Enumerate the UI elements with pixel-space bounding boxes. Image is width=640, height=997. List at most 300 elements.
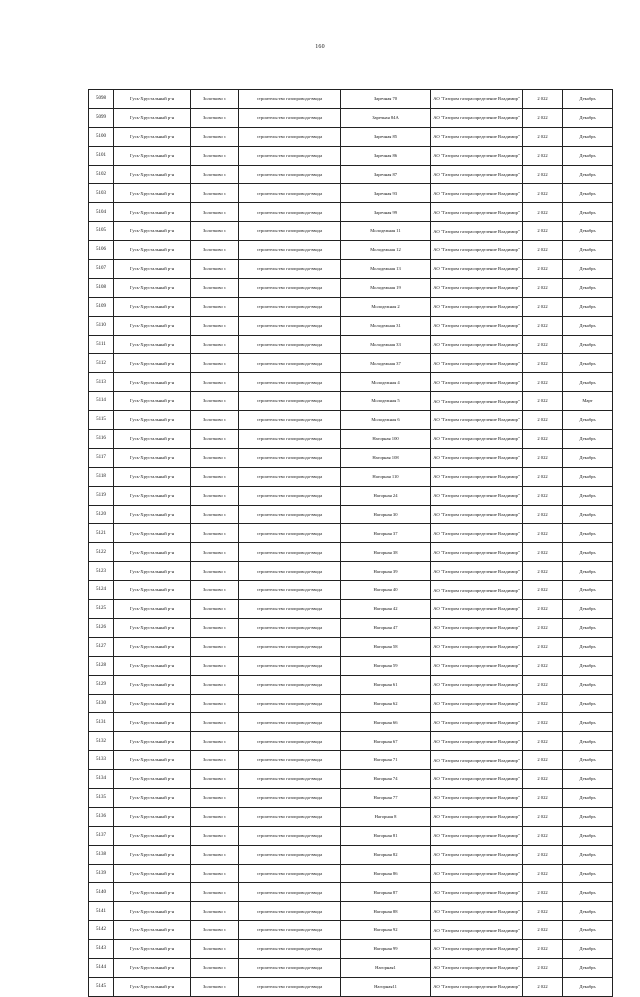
table-row [89, 637, 613, 656]
cell-month: Март [563, 392, 613, 411]
cell-year: 2 022 [523, 222, 563, 241]
cell-month: Декабрь [563, 430, 613, 449]
cell-settlement: Золотково с [191, 637, 239, 656]
cell-work-type: строительство газопровода-ввода [239, 845, 341, 864]
cell-year: 2 022 [523, 297, 563, 316]
cell-year: 2 022 [523, 335, 563, 354]
cell-district: Гусь-Хрустальный р-н [114, 637, 191, 656]
cell-address: Нагорная 100 [341, 430, 431, 449]
table-row [89, 241, 613, 260]
cell-month: Декабрь [563, 203, 613, 222]
table-row [89, 788, 613, 807]
cell-row-number: 5128 [89, 656, 114, 675]
cell-settlement: Золотково с [191, 940, 239, 959]
table-body [89, 90, 613, 997]
cell-year: 2 022 [523, 562, 563, 581]
cell-work-type: строительство газопровода-ввода [239, 373, 341, 392]
cell-organization: АО "Газпром газораспределение Владимир" [431, 448, 523, 467]
cell-work-type: строительство газопровода-ввода [239, 770, 341, 789]
cell-district: Гусь-Хрустальный р-н [114, 864, 191, 883]
cell-work-type: строительство газопровода-ввода [239, 864, 341, 883]
cell-district: Гусь-Хрустальный р-н [114, 354, 191, 373]
cell-organization: АО "Газпром газораспределение Владимир" [431, 562, 523, 581]
cell-settlement: Золотково с [191, 713, 239, 732]
cell-row-number: 5134 [89, 770, 114, 789]
cell-settlement: Золотково с [191, 430, 239, 449]
cell-settlement: Золотково с [191, 958, 239, 977]
cell-row-number: 5098 [89, 90, 114, 109]
cell-district: Гусь-Хрустальный р-н [114, 90, 191, 109]
cell-year: 2 022 [523, 411, 563, 430]
cell-organization: АО "Газпром газораспределение Владимир" [431, 770, 523, 789]
table-row [89, 732, 613, 751]
table-row [89, 883, 613, 902]
cell-month: Декабрь [563, 826, 613, 845]
cell-district: Гусь-Хрустальный р-н [114, 883, 191, 902]
cell-work-type: строительство газопровода-ввода [239, 203, 341, 222]
cell-work-type: строительство газопровода-ввода [239, 675, 341, 694]
cell-year: 2 022 [523, 732, 563, 751]
cell-settlement: Золотково с [191, 373, 239, 392]
cell-organization: АО "Газпром газораспределение Владимир" [431, 826, 523, 845]
cell-month: Декабрь [563, 713, 613, 732]
cell-work-type: строительство газопровода-ввода [239, 146, 341, 165]
cell-work-type: строительство газопровода-ввода [239, 524, 341, 543]
cell-month: Декабрь [563, 524, 613, 543]
cell-address: Нагорная 77 [341, 788, 431, 807]
cell-organization: АО "Газпром газораспределение Владимир" [431, 807, 523, 826]
cell-address: Заречная 85 [341, 127, 431, 146]
cell-organization: АО "Газпром газораспределение Владимир" [431, 354, 523, 373]
cell-settlement: Золотково с [191, 600, 239, 619]
cell-month: Декабрь [563, 411, 613, 430]
cell-year: 2 022 [523, 278, 563, 297]
table-row [89, 940, 613, 959]
table-row [89, 316, 613, 335]
cell-address: Нагорная 61 [341, 675, 431, 694]
cell-district: Гусь-Хрустальный р-н [114, 902, 191, 921]
cell-row-number: 5109 [89, 297, 114, 316]
cell-district: Гусь-Хрустальный р-н [114, 807, 191, 826]
cell-organization: АО "Газпром газораспределение Владимир" [431, 637, 523, 656]
cell-district: Гусь-Хрустальный р-н [114, 845, 191, 864]
cell-address: Заречная 93 [341, 184, 431, 203]
cell-year: 2 022 [523, 467, 563, 486]
cell-year: 2 022 [523, 977, 563, 996]
cell-organization: АО "Газпром газораспределение Владимир" [431, 90, 523, 109]
cell-district: Гусь-Хрустальный р-н [114, 940, 191, 959]
table-row [89, 826, 613, 845]
cell-year: 2 022 [523, 373, 563, 392]
cell-row-number: 5115 [89, 411, 114, 430]
cell-month: Декабрь [563, 845, 613, 864]
cell-settlement: Золотково с [191, 618, 239, 637]
cell-district: Гусь-Хрустальный р-н [114, 618, 191, 637]
table-row [89, 770, 613, 789]
cell-month: Декабрь [563, 354, 613, 373]
cell-month: Декабрь [563, 562, 613, 581]
cell-settlement: Золотково с [191, 146, 239, 165]
cell-organization: АО "Газпром газораспределение Владимир" [431, 222, 523, 241]
cell-work-type: строительство газопровода-ввода [239, 618, 341, 637]
cell-year: 2 022 [523, 90, 563, 109]
cell-month: Декабрь [563, 467, 613, 486]
cell-year: 2 022 [523, 883, 563, 902]
cell-work-type: строительство газопровода-ввода [239, 977, 341, 996]
cell-address: Заречная 87 [341, 165, 431, 184]
cell-year: 2 022 [523, 940, 563, 959]
cell-row-number: 5102 [89, 165, 114, 184]
cell-work-type: строительство газопровода-ввода [239, 316, 341, 335]
cell-district: Гусь-Хрустальный р-н [114, 977, 191, 996]
cell-month: Декабрь [563, 600, 613, 619]
cell-row-number: 5123 [89, 562, 114, 581]
table-row [89, 297, 613, 316]
cell-work-type: строительство газопровода-ввода [239, 562, 341, 581]
cell-address: Молодежная 5 [341, 392, 431, 411]
cell-settlement: Золотково с [191, 486, 239, 505]
table-row [89, 354, 613, 373]
table-row [89, 524, 613, 543]
cell-row-number: 5120 [89, 505, 114, 524]
cell-settlement: Золотково с [191, 581, 239, 600]
cell-month: Декабрь [563, 184, 613, 203]
cell-address: Нагорная 42 [341, 600, 431, 619]
cell-year: 2 022 [523, 637, 563, 656]
cell-settlement: Золотково с [191, 732, 239, 751]
page-number: 160 [315, 44, 325, 50]
cell-year: 2 022 [523, 543, 563, 562]
cell-month: Декабрь [563, 108, 613, 127]
cell-month: Декабрь [563, 977, 613, 996]
cell-year: 2 022 [523, 675, 563, 694]
table-row [89, 467, 613, 486]
cell-work-type: строительство газопровода-ввода [239, 751, 341, 770]
cell-month: Декабрь [563, 694, 613, 713]
table-row [89, 184, 613, 203]
cell-settlement: Золотково с [191, 467, 239, 486]
cell-district: Гусь-Хрустальный р-н [114, 430, 191, 449]
cell-settlement: Золотково с [191, 807, 239, 826]
cell-district: Гусь-Хрустальный р-н [114, 751, 191, 770]
cell-district: Гусь-Хрустальный р-н [114, 732, 191, 751]
cell-address: Нагорная 66 [341, 713, 431, 732]
cell-settlement: Золотково с [191, 335, 239, 354]
cell-work-type: строительство газопровода-ввода [239, 788, 341, 807]
cell-row-number: 5113 [89, 373, 114, 392]
cell-work-type: строительство газопровода-ввода [239, 411, 341, 430]
cell-month: Декабрь [563, 127, 613, 146]
cell-address: Молодежная 11 [341, 222, 431, 241]
cell-year: 2 022 [523, 751, 563, 770]
cell-work-type: строительство газопровода-ввода [239, 600, 341, 619]
cell-year: 2 022 [523, 165, 563, 184]
cell-row-number: 5118 [89, 467, 114, 486]
cell-address: Нагорная 99 [341, 940, 431, 959]
cell-year: 2 022 [523, 618, 563, 637]
cell-work-type: строительство газопровода-ввода [239, 637, 341, 656]
cell-year: 2 022 [523, 826, 563, 845]
cell-district: Гусь-Хрустальный р-н [114, 524, 191, 543]
cell-month: Декабрь [563, 788, 613, 807]
cell-settlement: Золотково с [191, 505, 239, 524]
cell-organization: АО "Газпром газораспределение Владимир" [431, 600, 523, 619]
cell-row-number: 5131 [89, 713, 114, 732]
cell-settlement: Золотково с [191, 184, 239, 203]
cell-settlement: Золотково с [191, 562, 239, 581]
cell-address: Молодежная 4 [341, 373, 431, 392]
cell-year: 2 022 [523, 184, 563, 203]
cell-address: Нагорная 74 [341, 770, 431, 789]
cell-month: Декабрь [563, 448, 613, 467]
cell-year: 2 022 [523, 354, 563, 373]
cell-month: Декабрь [563, 260, 613, 279]
cell-month: Декабрь [563, 732, 613, 751]
cell-settlement: Золотково с [191, 278, 239, 297]
cell-row-number: 5145 [89, 977, 114, 996]
cell-row-number: 5116 [89, 430, 114, 449]
cell-settlement: Золотково с [191, 751, 239, 770]
cell-month: Декабрь [563, 770, 613, 789]
cell-settlement: Золотково с [191, 127, 239, 146]
cell-address: Нагорная 30 [341, 505, 431, 524]
cell-work-type: строительство газопровода-ввода [239, 940, 341, 959]
cell-address: Нагорная 40 [341, 581, 431, 600]
cell-year: 2 022 [523, 430, 563, 449]
cell-address: Нагорная1 [341, 958, 431, 977]
cell-year: 2 022 [523, 902, 563, 921]
cell-work-type: строительство газопровода-ввода [239, 713, 341, 732]
cell-month: Декабрь [563, 751, 613, 770]
table-row [89, 335, 613, 354]
cell-month: Декабрь [563, 864, 613, 883]
cell-month: Декабрь [563, 297, 613, 316]
cell-row-number: 5125 [89, 600, 114, 619]
cell-row-number: 5127 [89, 637, 114, 656]
cell-settlement: Золотково с [191, 524, 239, 543]
cell-settlement: Золотково с [191, 656, 239, 675]
cell-address: Молодежная 37 [341, 354, 431, 373]
cell-district: Гусь-Хрустальный р-н [114, 770, 191, 789]
table-row [89, 845, 613, 864]
cell-work-type: строительство газопровода-ввода [239, 656, 341, 675]
cell-district: Гусь-Хрустальный р-н [114, 826, 191, 845]
cell-settlement: Золотково с [191, 165, 239, 184]
cell-district: Гусь-Хрустальный р-н [114, 562, 191, 581]
cell-district: Гусь-Хрустальный р-н [114, 316, 191, 335]
cell-settlement: Золотково с [191, 675, 239, 694]
cell-organization: АО "Газпром газораспределение Владимир" [431, 713, 523, 732]
cell-settlement: Золотково с [191, 864, 239, 883]
cell-organization: АО "Газпром газораспределение Владимир" [431, 902, 523, 921]
cell-organization: АО "Газпром газораспределение Владимир" [431, 278, 523, 297]
cell-district: Гусь-Хрустальный р-н [114, 373, 191, 392]
table-row [89, 977, 613, 996]
cell-work-type: строительство газопровода-ввода [239, 467, 341, 486]
cell-address: Нагорная 87 [341, 883, 431, 902]
table-row [89, 713, 613, 732]
cell-organization: АО "Газпром газораспределение Владимир" [431, 958, 523, 977]
cell-settlement: Золотково с [191, 883, 239, 902]
cell-district: Гусь-Хрустальный р-н [114, 392, 191, 411]
cell-organization: АО "Газпром газораспределение Владимир" [431, 486, 523, 505]
cell-month: Декабрь [563, 940, 613, 959]
cell-work-type: строительство газопровода-ввода [239, 883, 341, 902]
cell-row-number: 5099 [89, 108, 114, 127]
cell-work-type: строительство газопровода-ввода [239, 958, 341, 977]
cell-work-type: строительство газопровода-ввода [239, 335, 341, 354]
cell-settlement: Золотково с [191, 392, 239, 411]
table-row [89, 505, 613, 524]
cell-organization: АО "Газпром газораспределение Владимир" [431, 297, 523, 316]
cell-address: Нагорная 110 [341, 467, 431, 486]
table-row [89, 543, 613, 562]
cell-address: Молодежная 13 [341, 260, 431, 279]
cell-year: 2 022 [523, 524, 563, 543]
cell-row-number: 5114 [89, 392, 114, 411]
cell-month: Декабрь [563, 335, 613, 354]
cell-district: Гусь-Хрустальный р-н [114, 467, 191, 486]
cell-district: Гусь-Хрустальный р-н [114, 260, 191, 279]
cell-work-type: строительство газопровода-ввода [239, 694, 341, 713]
cell-month: Декабрь [563, 146, 613, 165]
cell-work-type: строительство газопровода-ввода [239, 543, 341, 562]
table-row [89, 90, 613, 109]
cell-district: Гусь-Хрустальный р-н [114, 486, 191, 505]
cell-row-number: 5121 [89, 524, 114, 543]
table-row [89, 127, 613, 146]
cell-row-number: 5132 [89, 732, 114, 751]
cell-settlement: Золотково с [191, 694, 239, 713]
cell-year: 2 022 [523, 788, 563, 807]
cell-work-type: строительство газопровода-ввода [239, 826, 341, 845]
cell-address: Нагорная 59 [341, 656, 431, 675]
cell-work-type: строительство газопровода-ввода [239, 108, 341, 127]
cell-settlement: Золотково с [191, 222, 239, 241]
cell-month: Декабрь [563, 637, 613, 656]
cell-month: Декабрь [563, 505, 613, 524]
table-row [89, 373, 613, 392]
cell-year: 2 022 [523, 921, 563, 940]
cell-organization: АО "Газпром газораспределение Владимир" [431, 940, 523, 959]
cell-settlement: Золотково с [191, 354, 239, 373]
cell-month: Декабрь [563, 958, 613, 977]
cell-district: Гусь-Хрустальный р-н [114, 713, 191, 732]
cell-district: Гусь-Хрустальный р-н [114, 921, 191, 940]
cell-district: Гусь-Хрустальный р-н [114, 448, 191, 467]
cell-organization: АО "Газпром газораспределение Владимир" [431, 373, 523, 392]
cell-work-type: строительство газопровода-ввода [239, 127, 341, 146]
cell-district: Гусь-Хрустальный р-н [114, 184, 191, 203]
cell-row-number: 5122 [89, 543, 114, 562]
cell-organization: АО "Газпром газораспределение Владимир" [431, 108, 523, 127]
cell-row-number: 5138 [89, 845, 114, 864]
table-row [89, 146, 613, 165]
gas-connection-schedule-table [88, 89, 613, 997]
cell-organization: АО "Газпром газораспределение Владимир" [431, 316, 523, 335]
cell-row-number: 5117 [89, 448, 114, 467]
cell-district: Гусь-Хрустальный р-н [114, 203, 191, 222]
cell-row-number: 5105 [89, 222, 114, 241]
cell-row-number: 5136 [89, 807, 114, 826]
cell-year: 2 022 [523, 581, 563, 600]
cell-row-number: 5130 [89, 694, 114, 713]
cell-settlement: Золотково с [191, 543, 239, 562]
table-row [89, 864, 613, 883]
cell-address: Нагорная 71 [341, 751, 431, 770]
cell-row-number: 5141 [89, 902, 114, 921]
cell-organization: АО "Газпром газораспределение Владимир" [431, 467, 523, 486]
cell-address: Нагорная 24 [341, 486, 431, 505]
table-row [89, 562, 613, 581]
cell-year: 2 022 [523, 316, 563, 335]
cell-work-type: строительство газопровода-ввода [239, 581, 341, 600]
cell-organization: АО "Газпром газораспределение Владимир" [431, 127, 523, 146]
cell-month: Декабрь [563, 921, 613, 940]
table-row [89, 203, 613, 222]
cell-month: Декабрь [563, 656, 613, 675]
cell-year: 2 022 [523, 505, 563, 524]
cell-organization: АО "Газпром газораспределение Владимир" [431, 675, 523, 694]
cell-district: Гусь-Хрустальный р-н [114, 411, 191, 430]
table-row [89, 807, 613, 826]
cell-settlement: Золотково с [191, 316, 239, 335]
cell-month: Декабрь [563, 543, 613, 562]
cell-address: Заречная 70 [341, 90, 431, 109]
cell-row-number: 5133 [89, 751, 114, 770]
table-row [89, 278, 613, 297]
cell-settlement: Золотково с [191, 411, 239, 430]
schedule-table-container [88, 89, 612, 997]
cell-row-number: 5108 [89, 278, 114, 297]
cell-month: Декабрь [563, 675, 613, 694]
cell-address: Нагорная 39 [341, 562, 431, 581]
cell-work-type: строительство газопровода-ввода [239, 354, 341, 373]
table-row [89, 430, 613, 449]
cell-district: Гусь-Хрустальный р-н [114, 581, 191, 600]
cell-month: Декабрь [563, 581, 613, 600]
cell-organization: АО "Газпром газораспределение Владимир" [431, 845, 523, 864]
cell-district: Гусь-Хрустальный р-н [114, 297, 191, 316]
cell-settlement: Золотково с [191, 260, 239, 279]
cell-organization: АО "Газпром газораспределение Владимир" [431, 977, 523, 996]
cell-settlement: Золотково с [191, 297, 239, 316]
cell-district: Гусь-Хрустальный р-н [114, 335, 191, 354]
cell-row-number: 5100 [89, 127, 114, 146]
cell-year: 2 022 [523, 260, 563, 279]
table-row [89, 392, 613, 411]
cell-settlement: Золотково с [191, 203, 239, 222]
cell-district: Гусь-Хрустальный р-н [114, 788, 191, 807]
cell-organization: АО "Газпром газораспределение Владимир" [431, 732, 523, 751]
cell-settlement: Золотково с [191, 845, 239, 864]
cell-address: Нагорная 92 [341, 921, 431, 940]
cell-organization: АО "Газпром газораспределение Владимир" [431, 751, 523, 770]
table-row [89, 165, 613, 184]
cell-year: 2 022 [523, 770, 563, 789]
cell-organization: АО "Газпром газораспределение Владимир" [431, 392, 523, 411]
table-row [89, 448, 613, 467]
cell-month: Декабрь [563, 486, 613, 505]
cell-month: Декабрь [563, 278, 613, 297]
cell-organization: АО "Газпром газораспределение Владимир" [431, 260, 523, 279]
cell-settlement: Золотково с [191, 108, 239, 127]
cell-work-type: строительство газопровода-ввода [239, 921, 341, 940]
cell-address: Молодежная 31 [341, 316, 431, 335]
table-row [89, 260, 613, 279]
cell-address: Нагорная 81 [341, 826, 431, 845]
table-row [89, 600, 613, 619]
